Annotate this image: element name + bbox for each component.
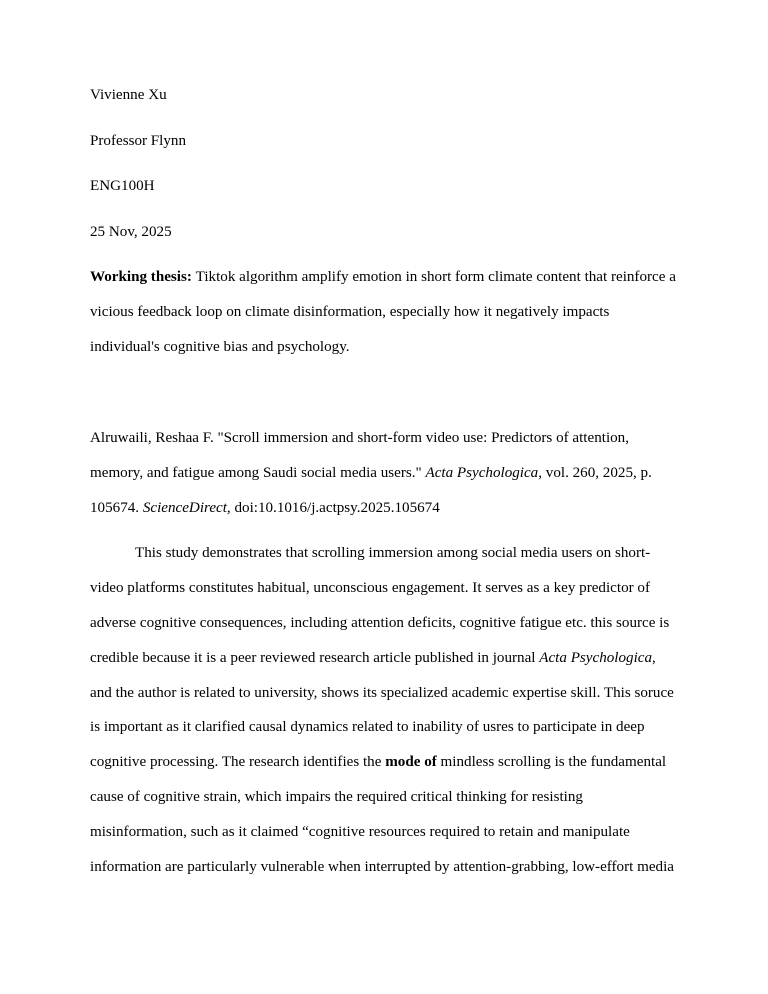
text-run: , doi:10.1016/j.actpsy.2025.105674 bbox=[226, 499, 440, 516]
text-line bbox=[90, 745, 678, 780]
date bbox=[90, 215, 678, 250]
bold-text-run: Working thesis: bbox=[90, 269, 196, 286]
text-run: cause of cognitive strain, which impairs the required critical thinking for resisting bbox=[90, 788, 583, 805]
text-line bbox=[90, 124, 678, 159]
italic-text-run: Acta Psychologica bbox=[539, 649, 653, 666]
text-run: mindless scrolling is the fundamental bbox=[436, 754, 667, 771]
citation-entry bbox=[90, 421, 678, 525]
text-run: is important as it clarified causal dynamics related to inability of usres to participate in deep bbox=[90, 719, 645, 736]
text-line bbox=[90, 815, 678, 850]
text-run: 105674. bbox=[90, 499, 143, 516]
annotation-paragraph bbox=[90, 536, 678, 884]
text-run: and the author is related to university, shows its specialized academic expertise skill. This soruce bbox=[90, 684, 674, 701]
course-code bbox=[90, 169, 678, 204]
text-run: Alruwaili, Reshaa F. "Scroll immersion and short-form video use: Predictors of attention, bbox=[90, 430, 630, 447]
text-run: vicious feedback loop on climate disinformation, especially how it negatively impacts bbox=[90, 304, 610, 321]
text-line bbox=[90, 78, 678, 113]
text-run: Tiktok algorithm amplify emotion in short form climate content that reinforce a bbox=[195, 269, 676, 286]
text-run: 25 Nov, 2025 bbox=[90, 223, 172, 240]
text-run: , vol. 260, 2025, p. bbox=[538, 464, 652, 481]
bold-text-run: mode of bbox=[385, 754, 437, 771]
text-run: credible because it is a peer reviewed research article published in journal bbox=[90, 649, 540, 666]
text-run: , bbox=[652, 649, 656, 666]
text-run: Vivienne Xu bbox=[90, 87, 167, 103]
text-run: Professor Flynn bbox=[90, 132, 187, 149]
text-run: misinformation, such as it claimed “cognitive resources required to retain and manipulate bbox=[90, 823, 630, 840]
text-line bbox=[90, 641, 678, 676]
text-line bbox=[90, 215, 678, 250]
text-run: video platforms constitutes habitual, unconscious engagement. It serves as a key predictor of bbox=[90, 580, 650, 597]
text-line bbox=[90, 295, 678, 330]
text-run: adverse cognitive consequences, including attention deficits, cognitive fatigue etc. this source is bbox=[90, 614, 670, 631]
text-line bbox=[90, 169, 678, 204]
professor-name bbox=[90, 124, 678, 159]
text-run: ENG100H bbox=[90, 178, 155, 195]
text-line bbox=[90, 376, 678, 411]
text-line bbox=[90, 260, 678, 295]
text-run: cognitive processing. The research identifies the bbox=[90, 754, 386, 771]
text-run: individual's cognitive bias and psychology. bbox=[90, 338, 350, 355]
text-line bbox=[90, 606, 678, 641]
text-line bbox=[90, 421, 678, 456]
text-line bbox=[90, 710, 678, 745]
text-line bbox=[90, 571, 678, 606]
text-line bbox=[90, 456, 678, 491]
text-line bbox=[90, 676, 678, 711]
working-thesis-paragraph bbox=[90, 260, 678, 364]
text-line bbox=[90, 780, 678, 815]
text-line bbox=[90, 330, 678, 365]
italic-text-run: Acta Psychologica bbox=[425, 464, 539, 481]
text-run: information are particularly vulnerable when interrupted by attention-grabbing, low-effort media bbox=[90, 858, 674, 875]
text-run: This study demonstrates that scrolling immersion among social media users on short- bbox=[135, 545, 651, 562]
italic-text-run: ScienceDirect bbox=[142, 499, 227, 516]
text-line bbox=[90, 536, 678, 571]
blank-line bbox=[90, 376, 678, 411]
text-line bbox=[90, 850, 678, 885]
text-line bbox=[90, 491, 678, 526]
document-body bbox=[90, 78, 678, 884]
author-name bbox=[90, 78, 678, 113]
text-run: memory, and fatigue among Saudi social media users." bbox=[90, 464, 426, 481]
